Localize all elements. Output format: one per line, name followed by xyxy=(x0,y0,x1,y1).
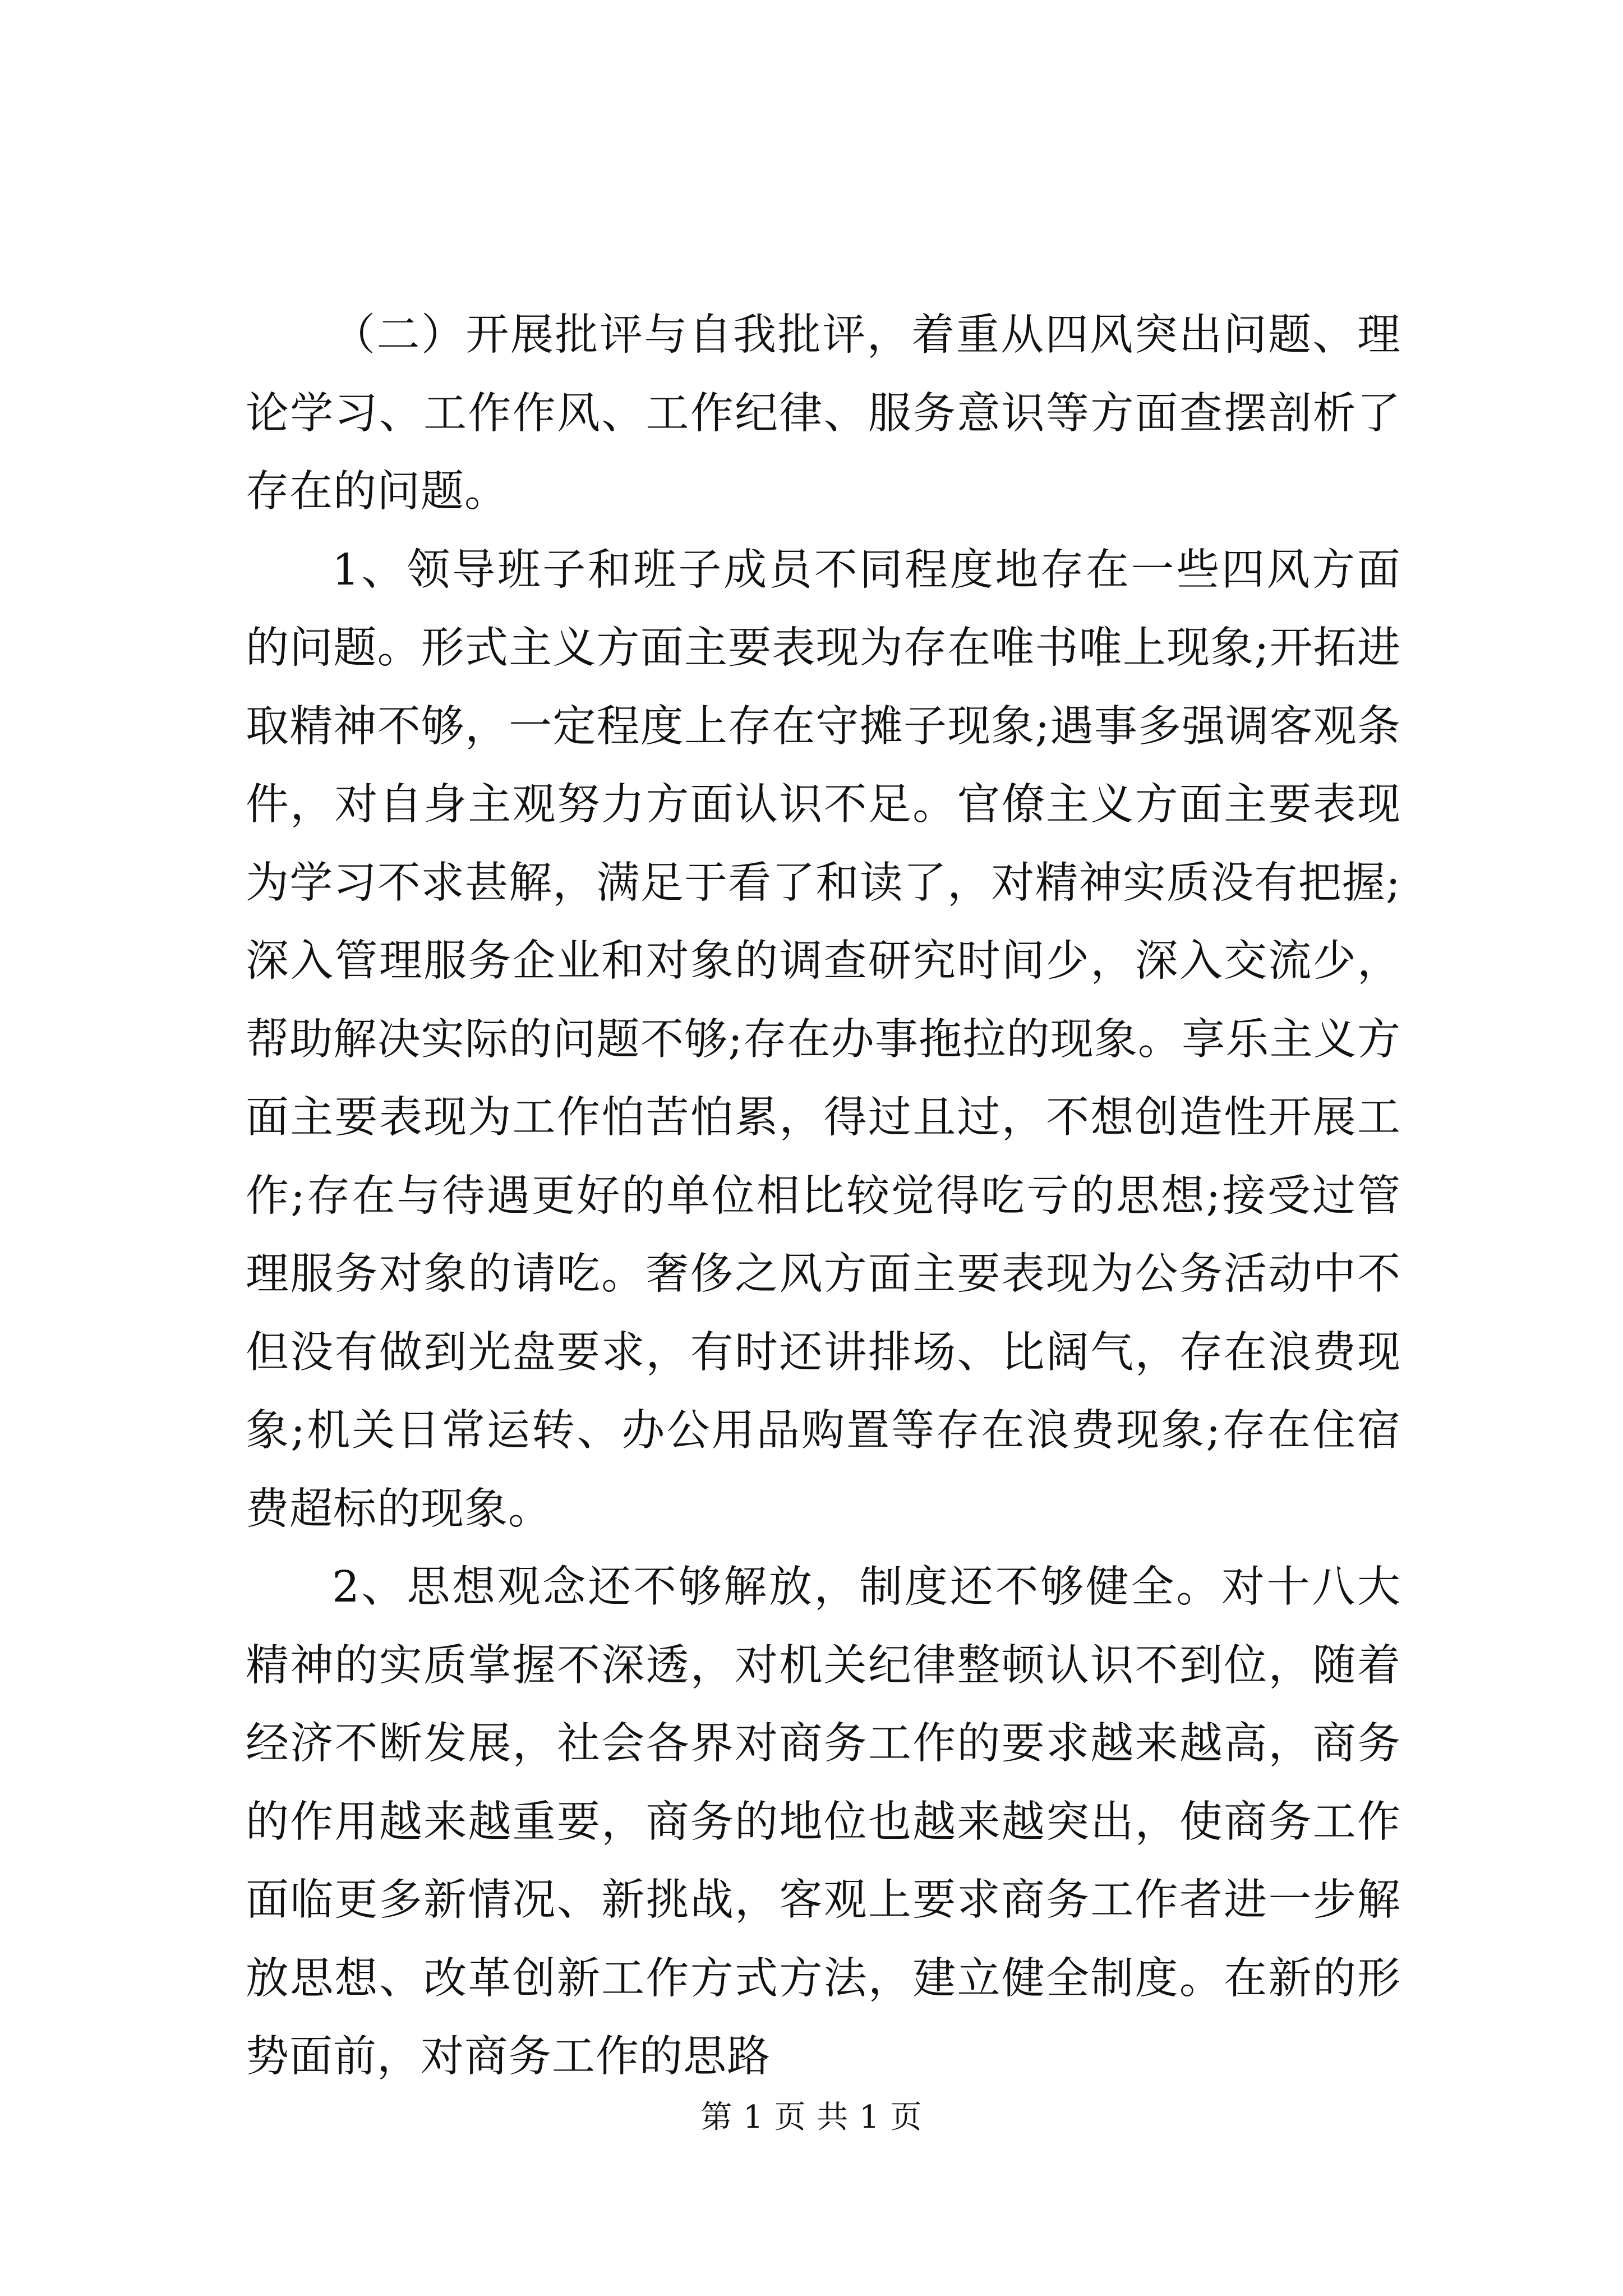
page-footer: 第 1 页 共 1 页 xyxy=(700,2099,923,2136)
paragraph-section-heading: （二）开展批评与自我批评，着重从四风突出问题、理论学习、工作作风、工作纪律、服务意识等方面查摆剖析了存在的问题。 xyxy=(246,310,1401,517)
paragraph-item-2: 2、思想观念还不够解放，制度还不够健全。对十八大精神的实质掌握不深透，对机关纪律整顿认识不到位，随着经济不断发展，社会各界对商务工作的要求越来越高，商务的作用越来越重要，商务的地位也越来越突出，使商务工作面临更多新情况、新挑战，客观上要求商务工作者进一步解放思想、改革创新工作方式方法，建立健全制度。在新的形势面前，对商务工作的思路 xyxy=(246,1562,1401,2082)
paragraph-item-1: 1、领导班子和班子成员不同程度地存在一些四风方面的问题。形式主义方面主要表现为存在唯书唯上现象;开拓进取精神不够，一定程度上存在守摊子现象;遇事多强调客观条件，对自身主观努力方面认识不足。官僚主义方面主要表现为学习不求甚解，满足于看了和读了，对精神实质没有把握;深入管理服务企业和对象的调查研究时间少，深入交流少，帮助解决实际的问题不够;存在办事拖拉的现象。享乐主义方面主要表现为工作怕苦怕累，得过且过，不想创造性开展工作;存在与待遇更好的单位相比较觉得吃亏的思想;接受过管理服务对象的请吃。奢侈之风方面主要表现为公务活动中不但没有做到光盘要求，有时还讲排场、比阔气，存在浪费现象;机关日常运转、办公用品购置等存在浪费现象;存在住宿费超标的现象。 xyxy=(246,545,1401,1534)
document-body xyxy=(246,296,1401,2096)
